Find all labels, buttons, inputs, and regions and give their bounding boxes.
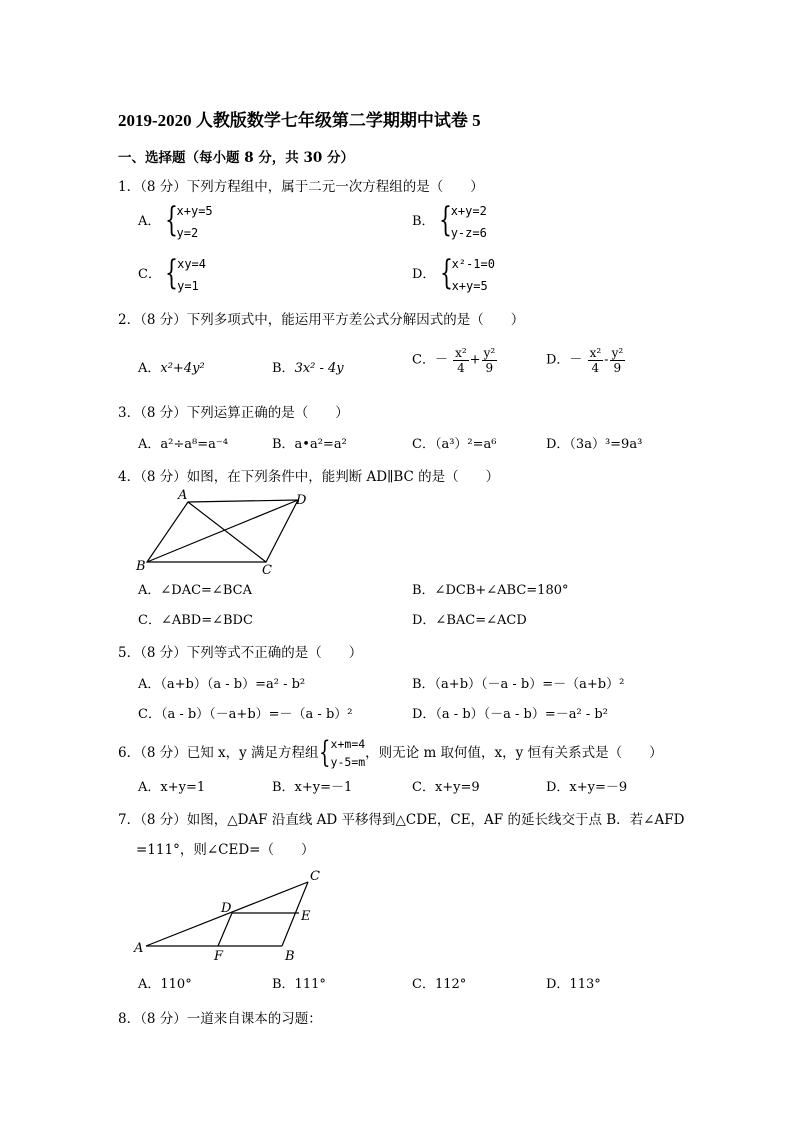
point-label-d: D: [221, 901, 232, 916]
q3-option-c: C．（a³）²=a⁶: [412, 437, 497, 452]
equation: x+y=2: [450, 204, 487, 218]
option-label: B．: [412, 214, 435, 229]
equation-system: { xy=4 y=1: [165, 253, 206, 297]
q6-option-a: A．x+y=1: [138, 780, 206, 795]
denominator: 9: [485, 361, 494, 375]
vertex-label-a: A: [178, 488, 188, 503]
fraction: [610, 346, 626, 375]
q6-option-d: D．x+y=－9: [546, 780, 628, 795]
numerator: x²: [455, 346, 467, 360]
point-label-c: C: [310, 869, 320, 884]
equation: x+m=4: [330, 737, 366, 751]
q7-option-d: D．113°: [546, 977, 601, 992]
q4-option-a: A．∠DAC=∠BCA: [138, 583, 252, 598]
equation: y-z=6: [450, 226, 487, 240]
point-label-f: F: [214, 949, 224, 964]
q2-stem: 2．（8 分）下列多项式中，能运用平方差公式分解因式的是（ ）: [118, 312, 525, 328]
equation: xy=4: [177, 257, 206, 271]
q6-stem-post: ，则无论 m 取何值，x，y 恒有关系式是（ ）: [365, 745, 663, 761]
page-title: 2019-2020 人教版数学七年级第二学期期中试卷 5: [118, 111, 481, 130]
q7-stem-line2: =111°，则∠CED=（ ）: [136, 842, 315, 858]
q3-option-d: D．（3a）³=9a³: [546, 437, 643, 452]
option-label: D．: [412, 267, 436, 282]
q3-option-a: A．a²÷a⁸=a⁻⁴: [138, 437, 228, 452]
q5-option-c: C．（a - b）（－a+b）=－（a - b）²: [138, 707, 353, 722]
q3-stem: 3．（8 分）下列运算正确的是（ ）: [118, 405, 349, 421]
numerator: y²: [483, 346, 496, 360]
denominator: 4: [591, 361, 600, 375]
q7-option-b: B．111°: [272, 977, 326, 992]
equation: y-5=m: [330, 755, 366, 769]
q8-stem: 8．（8 分）一道来自课本的习题：: [118, 1011, 322, 1027]
equation-system: { x+m=4 y-5=m: [318, 735, 366, 770]
q4-option-c: C．∠ABD=∠BDC: [138, 613, 253, 628]
equation: x+y=5: [451, 279, 488, 293]
q1-option-b: [412, 200, 487, 244]
q3-option-b: B．a•a²=a²: [272, 437, 347, 452]
option-label: C．: [138, 267, 161, 282]
equation-system: { x+y=5 y=2: [165, 200, 213, 244]
q1-option-a: [138, 200, 213, 244]
q1-option-c: [138, 253, 206, 297]
point-label-b: B: [285, 949, 295, 964]
equation: y=2: [176, 226, 199, 240]
operator: -: [604, 352, 609, 368]
diagonal-ac: [188, 502, 266, 562]
option-text: 3x² - 4y: [294, 361, 344, 376]
q4-stem: 4．（8 分）如图，在下列条件中，能判断 AD∥BC 的是（ ）: [118, 469, 500, 485]
vertex-label-c: C: [262, 563, 272, 578]
line-df: [218, 913, 232, 946]
q6-option-c: C．x+y=9: [412, 780, 480, 795]
fraction: [482, 346, 498, 375]
q5-stem: 5．（8 分）下列等式不正确的是（ ）: [118, 645, 363, 661]
equation: y=1: [177, 279, 199, 293]
q1-stem: 1．（8 分）下列方程组中，属于二元一次方程组的是（ ）: [118, 179, 484, 195]
equation: x²-1=0: [451, 257, 495, 271]
q7-option-a: A．110°: [138, 977, 192, 992]
q4-parallelogram-figure: [130, 488, 320, 578]
equation-system: { x²-1=0 x+y=5: [440, 253, 495, 297]
q5-option-a: A．（a+b）（a - b）=a² - b²: [138, 677, 306, 692]
equation: x+y=5: [176, 204, 213, 218]
numerator: x²: [589, 346, 602, 360]
option-label: C．－: [412, 352, 448, 368]
option-text: x²+4y²: [160, 361, 205, 376]
equation-system: { x+y=2 y-z=6: [439, 200, 487, 244]
point-label-a: A: [134, 941, 144, 956]
option-label: A．: [138, 361, 161, 376]
q2-option-b: [272, 360, 344, 378]
operator: +: [469, 352, 481, 368]
q2-option-c: [412, 346, 498, 375]
q6-option-b: B．x+y=－1: [272, 780, 353, 795]
vertex-label-b: B: [136, 559, 146, 574]
option-label: B．: [272, 361, 295, 376]
q4-option-d: D．∠BAC=∠ACD: [412, 613, 527, 628]
q6-stem-pre: 6．（8 分）已知 x，y 满足方程组: [118, 745, 319, 761]
q4-option-b: B．∠DCB+∠ABC=180°: [412, 583, 569, 598]
q6-stem: [118, 735, 663, 771]
q2-option-d: [546, 346, 626, 375]
option-label: A．: [138, 214, 161, 229]
fraction: [453, 346, 469, 375]
diagonal-bd: [147, 500, 298, 562]
q7-stem-line1: 7．（8 分）如图，△DAF 沿直线 AD 平移得到△CDE，CE，AF 的延长线交于点 B．若∠AFD: [118, 812, 685, 828]
denominator: 4: [457, 361, 465, 375]
point-label-e: E: [301, 909, 311, 924]
vertex-label-d: D: [296, 493, 307, 508]
section-heading: 一、选择题（每小题 8 分，共 30 分）: [118, 150, 354, 166]
option-label: D．－: [546, 352, 583, 368]
q2-option-a: [138, 360, 205, 378]
denominator: 9: [613, 361, 622, 375]
q1-option-d: [412, 253, 495, 297]
q5-option-d: D．（a - b）（－a - b）=－a² - b²: [412, 707, 608, 722]
numerator: y²: [611, 346, 624, 360]
q7-option-c: C．112°: [412, 977, 467, 992]
q7-translation-figure: [130, 862, 330, 968]
q5-option-b: B．（a+b）（－a - b）=－（a+b）²: [412, 677, 625, 692]
fraction: [588, 346, 604, 375]
